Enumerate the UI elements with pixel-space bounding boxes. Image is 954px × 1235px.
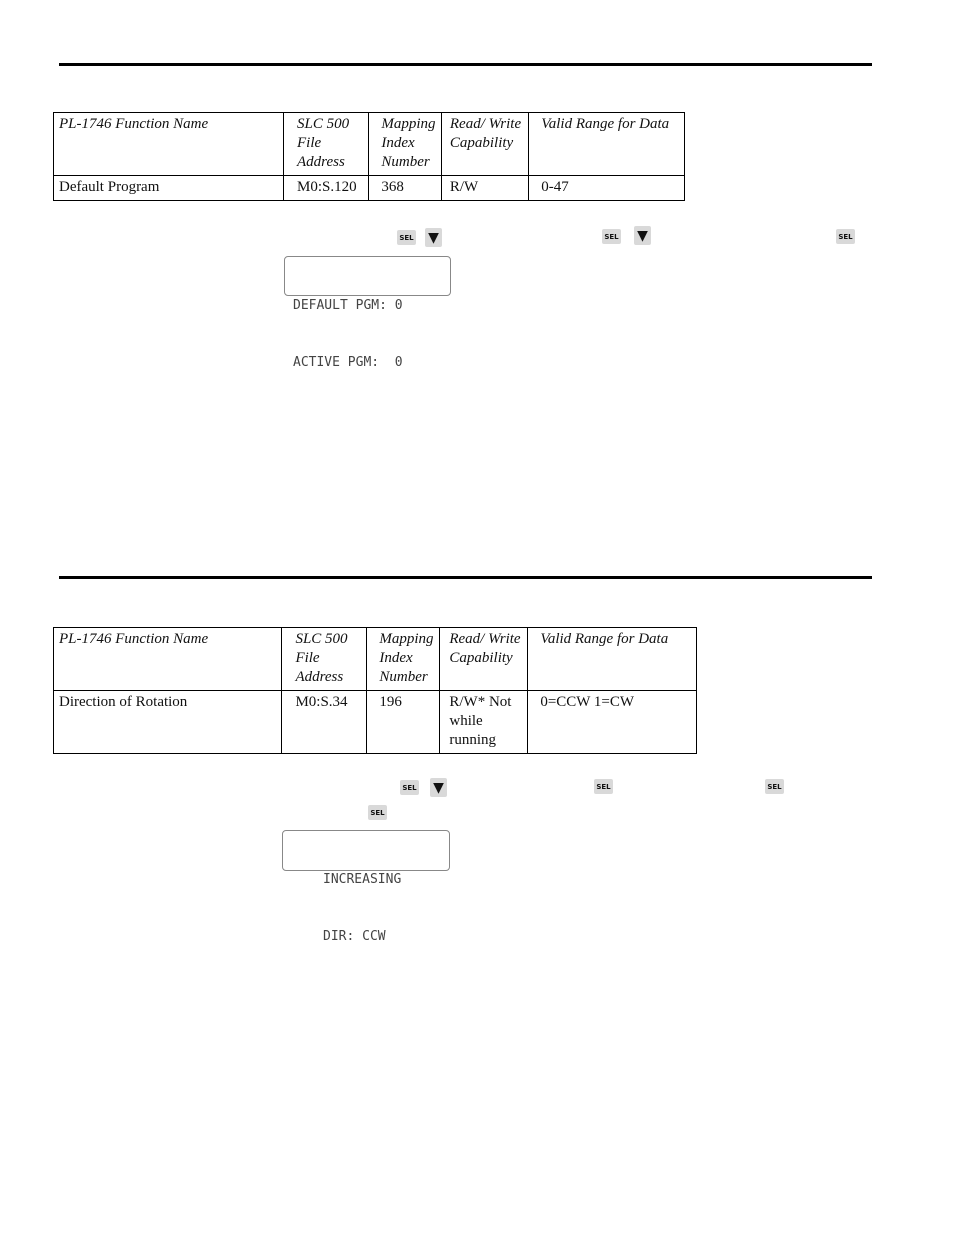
header-file-address: SLC 500 File Address <box>282 628 367 691</box>
lcd-line-1: DEFAULT PGM: 0 <box>293 298 403 313</box>
sel-key-icon: SEL <box>602 229 621 244</box>
header-function-name: PL-1746 Function Name <box>54 628 282 691</box>
header-rw-capability: Read/ Write Capability <box>440 628 528 691</box>
cell-valid-range: 0=CCW 1=CW <box>528 691 697 754</box>
down-arrow-key-icon: ▼ <box>430 778 447 797</box>
sel-key-icon: SEL <box>368 805 387 820</box>
section-rule-1 <box>59 63 872 66</box>
sel-key-icon: SEL <box>594 779 613 794</box>
header-index-number: Mapping Index Number <box>367 628 440 691</box>
header-rw-capability: Read/ Write Capability <box>441 113 528 176</box>
down-arrow-key-icon: ▼ <box>425 228 442 247</box>
cell-index-number: 196 <box>367 691 440 754</box>
cell-function-name: Default Program <box>54 176 284 201</box>
sel-key-icon: SEL <box>765 779 784 794</box>
header-file-address: SLC 500 File Address <box>284 113 369 176</box>
cell-file-address: M0:S.120 <box>284 176 369 201</box>
cell-rw-capability: R/W <box>441 176 528 201</box>
table-header-row <box>54 628 697 691</box>
table-row <box>54 176 685 201</box>
table-header-row <box>54 113 685 176</box>
cell-rw-capability: R/W* Not while running <box>440 691 528 754</box>
cell-file-address: M0:S.34 <box>282 691 367 754</box>
header-valid-range: Valid Range for Data <box>528 628 697 691</box>
default-program-table <box>53 112 685 201</box>
sel-key-icon: SEL <box>397 230 416 245</box>
direction-of-rotation-table <box>53 627 697 754</box>
cell-valid-range: 0-47 <box>529 176 685 201</box>
cell-function-name: Direction of Rotation <box>54 691 282 754</box>
header-function-name: PL-1746 Function Name <box>54 113 284 176</box>
lcd-display-default-program <box>284 256 451 370</box>
section-rule-2 <box>59 576 872 579</box>
header-index-number: Mapping Index Number <box>369 113 441 176</box>
sel-key-icon: SEL <box>400 780 419 795</box>
cell-index-number: 368 <box>369 176 441 201</box>
lcd-display-direction <box>282 830 450 944</box>
sel-key-icon: SEL <box>836 229 855 244</box>
header-valid-range: Valid Range for Data <box>529 113 685 176</box>
lcd-line-1: INCREASING <box>323 872 402 887</box>
lcd-line-2: DIR: CCW <box>323 929 386 944</box>
lcd-line-2: ACTIVE PGM: 0 <box>293 355 403 370</box>
table-row <box>54 691 697 754</box>
down-arrow-key-icon: ▼ <box>634 226 651 245</box>
